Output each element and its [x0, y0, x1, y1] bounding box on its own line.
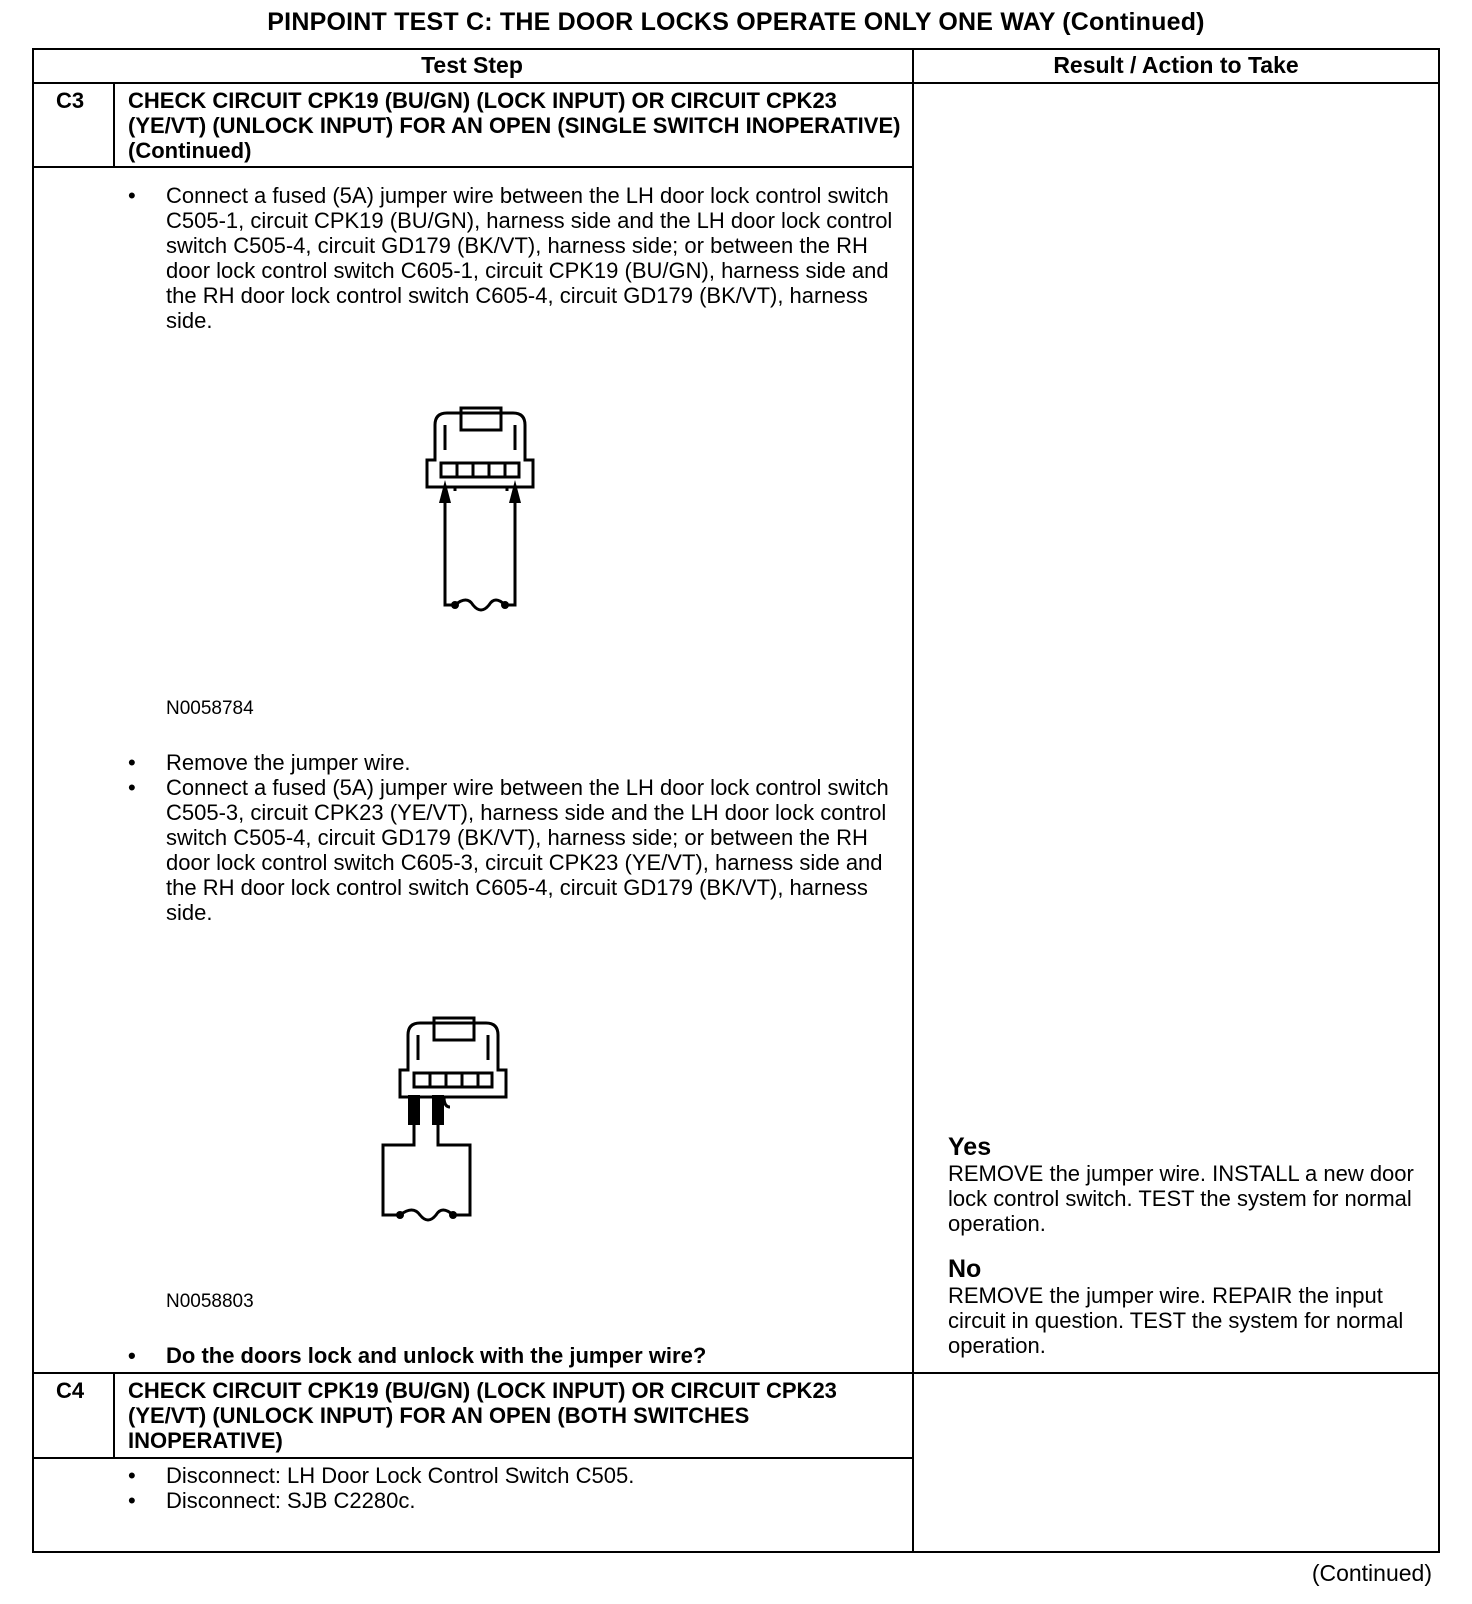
step-number-c3: C3: [56, 88, 85, 113]
bullet-text-question: Do the doors lock and unlock with the jumper wire?: [166, 1343, 707, 1368]
bullet-icon: •: [128, 183, 136, 208]
figure-id: N0058784: [166, 698, 254, 719]
step-title-c4: CHECK CIRCUIT CPK19 (BU/GN) (LOCK INPUT) OR CIRCUIT CPK23 (YE/VT) (UNLOCK INPUT) FOR AN OPEN (BOTH SWITCHES INOPERATIVE): [128, 1378, 837, 1453]
header-test-step: Test Step: [421, 52, 523, 78]
bullet-icon: •: [128, 1463, 136, 1488]
bullet-text: Disconnect: LH Door Lock Control Switch C505.: [166, 1463, 635, 1488]
connector-diagram-2: [378, 1015, 518, 1225]
bullet-text: Connect a fused (5A) jumper wire between the LH door lock control switch C505-3, circuit CPK23 (YE/VT), harness side and the LH door lock control switch C505-4, circuit GD179 (BK/VT), harness side; or between the RH door lock control switch C605-3, circuit CPK23 (YE/VT), harness side and the RH door lock control switch C605-4, circuit GD179 (BK/VT), harness side.: [166, 775, 889, 925]
bullet-icon: •: [128, 1343, 136, 1368]
bullet-icon: •: [128, 750, 136, 775]
figure-id: N0058803: [166, 1291, 254, 1312]
step-number-divider: [113, 82, 115, 167]
bullet-icon: •: [128, 1488, 136, 1513]
row-rule: [32, 1372, 1440, 1374]
bullet-text: Remove the jumper wire.: [166, 750, 411, 775]
connector-diagram-1: [415, 405, 545, 615]
step-number-divider: [113, 1372, 115, 1458]
bullet-icon: •: [128, 775, 136, 800]
bullet-text: Connect a fused (5A) jumper wire between the LH door lock control switch C505-1, circuit CPK19 (BU/GN), harness side and the LH door lock control switch C505-4, circuit GD179 (BK/VT), harness side; or between the RH door lock control switch C605-1, circuit CPK19 (BU/GN), harness side and the RH door lock control switch C605-4, circuit GD179 (BK/VT), harness side.: [166, 183, 893, 333]
c4-title-rule: [32, 1457, 912, 1459]
c3-title-rule: [32, 166, 912, 168]
step-number-c4: C4: [56, 1378, 85, 1403]
page-title: PINPOINT TEST C: THE DOOR LOCKS OPERATE ONLY ONE WAY (Continued): [267, 8, 1205, 36]
result-no-text: REMOVE the jumper wire. REPAIR the input circuit in question. TEST the system for normal operation.: [948, 1283, 1404, 1358]
bullet-text: Disconnect: SJB C2280c.: [166, 1488, 416, 1513]
continued-footer: (Continued): [1311, 1560, 1432, 1586]
header-rule: [32, 82, 1440, 84]
result-yes-label: Yes: [948, 1133, 992, 1161]
result-yes-text: REMOVE the jumper wire. INSTALL a new door lock control switch. TEST the system for normal operation.: [948, 1161, 1414, 1236]
column-divider: [912, 48, 914, 1553]
header-result: Result / Action to Take: [1053, 52, 1299, 78]
result-no-label: No: [948, 1255, 982, 1283]
step-title-c3: CHECK CIRCUIT CPK19 (BU/GN) (LOCK INPUT) OR CIRCUIT CPK23 (YE/VT) (UNLOCK INPUT) FOR AN OPEN (SINGLE SWITCH INOPERATIVE) (Continued): [128, 88, 901, 163]
